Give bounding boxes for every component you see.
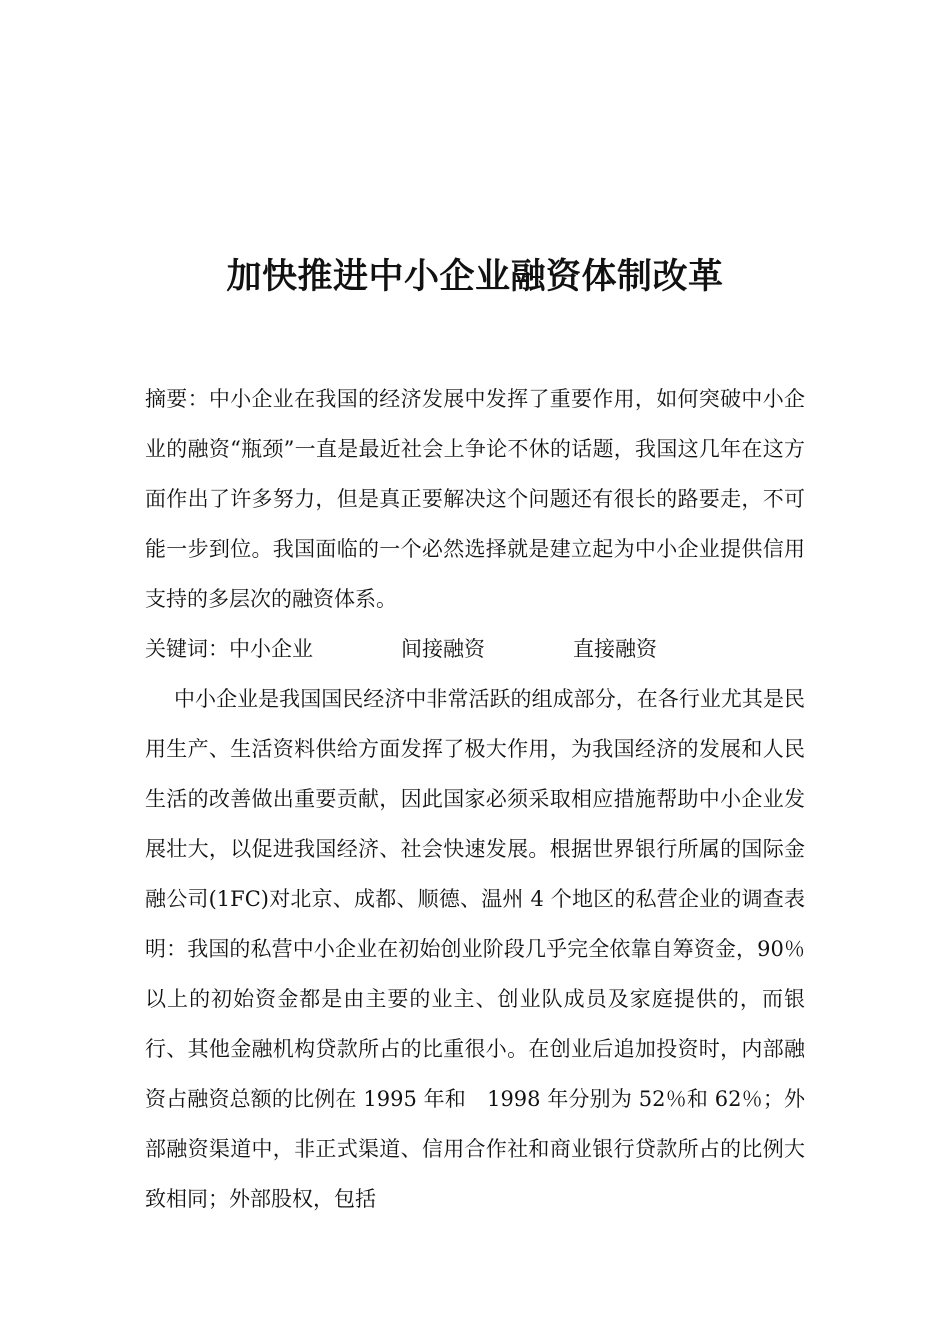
keyword-item: 直接融资 xyxy=(573,637,657,661)
abstract-paragraph: 摘要：中小企业在我国的经济发展中发挥了重要作用，如何突破中小企业的融资“瓶颈”一直是最近社会上争论不休的话题，我国这几年在这方面作出了许多努力，但是真正要解决这个问题还有很长的路要走，不可能一步到位。我国面临的一个必然选择就是建立起为中小企业提供信用支持的多层次的融资体系。 xyxy=(145,387,805,611)
keywords-label: 关键词： xyxy=(145,637,229,661)
document-body xyxy=(145,374,805,1224)
keywords-line xyxy=(145,624,805,674)
keyword-item: 中小企业 xyxy=(229,637,313,661)
body-paragraph: 中小企业是我国国民经济中非常活跃的组成部分，在各行业尤其是民用生产、生活资料供给方面发挥了极大作用，为我国经济的发展和人民生活的改善做出重要贡献，因此国家必须采取相应措施帮助中小企业发展壮大，以促进我国经济、社会快速发展。根据世界银行所属的国际金融公司(1FC)对北京、成都、顺德、温州 4 个地区的私营企业的调查表明：我国的私营中小企业在初始创业阶段几乎完全依靠自筹资金，90％以上的初始资金都是由主要的业主、创业队成员及家庭提供的，而银行、其他金融机构贷款所占的比重很小。在创业后追加投资时，内部融资占融资总额的比例在 1995 年和 1998 年分别为 52％和 62％；外部融资渠道中，非正式渠道、信用合作社和商业银行贷款所占的比例大致相同；外部股权，包括 xyxy=(145,687,805,1211)
keyword-item: 间接融资 xyxy=(401,637,485,661)
document-title: 加快推进中小企业融资体制改革 xyxy=(226,256,724,297)
